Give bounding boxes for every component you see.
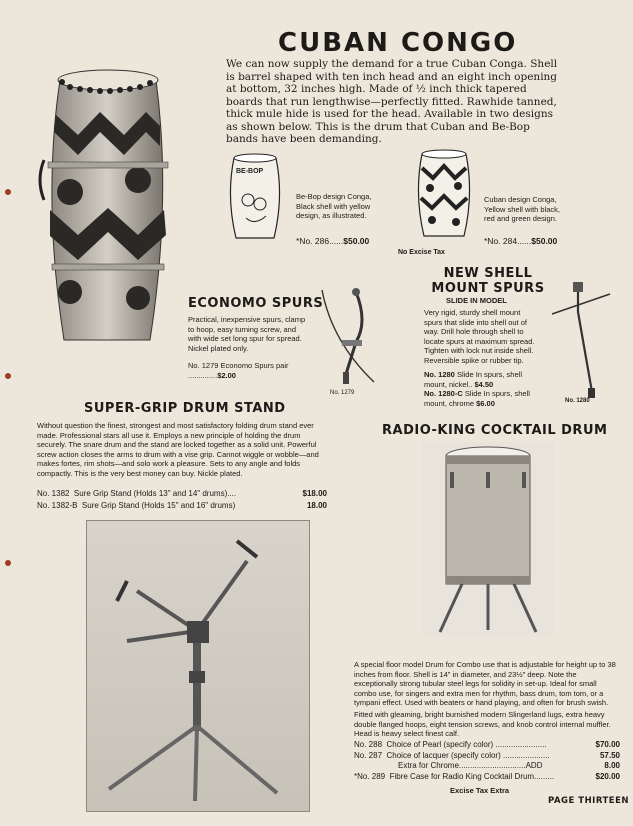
radioking-body-1: A special floor model Drum for Combo use that is adjustable for height up to 38 inches from floor. Shell is 14" in diameter, and 23½" deep. Note the exceptionally strong tubular steel legs for solidity in set-up. Ideal for small combo use, for singers and extra men for rhythm, bass drum, tom tom, or a tympani effect. Used with beaters or hand playing, and often for brush swish.	[354, 660, 616, 707]
supergrip-item-number: No. 1382-B	[37, 501, 78, 510]
newshell-item-number: No. 1280-C	[424, 389, 463, 398]
newshell-item-price: $4.50	[474, 379, 494, 389]
economo-item-number: No. 1279	[188, 361, 219, 370]
cuban-conga-drum-illustration	[38, 60, 178, 350]
radioking-item-price: $70.00	[595, 740, 620, 749]
cuban-caption: Cuban design Conga, Yellow shell with black, red and green design.	[484, 195, 561, 223]
radioking-item-desc: Fibre Case for Radio King Cocktail Drum.........	[389, 771, 555, 781]
supergrip-body: Without question the finest, strongest and most satisfactory folding drum stand ever made. Professional stars all use it. Employs a new principle of holding the drum securely. The snare drum and the stand are locked together as a solid unit. Powerful screw action closes the arms to drum with a vise grip. Cannot wiggle or wobble—and makes fortes, rim shots—and solo work a pleasure. Sets to any angle and folds compactly. This is the very best money can buy. Nickle plated.	[37, 421, 319, 478]
economo-figure-label: No. 1279	[330, 390, 355, 396]
supergrip-stand-photo	[86, 520, 310, 812]
radioking-item-price: 57.50	[599, 750, 620, 760]
newshell-heading-line2: MOUNT SPURS	[431, 281, 545, 296]
bebop-conga-illustration	[228, 152, 282, 242]
newshell-order-row	[424, 370, 542, 389]
newshell-order-list	[424, 370, 542, 408]
newshell-subheading: SLIDE IN MODEL	[446, 296, 507, 305]
radioking-item-number: No. 288	[354, 740, 383, 749]
radioking-heading: RADIO-KING COCKTAIL DRUM	[382, 423, 608, 438]
radioking-order-row	[354, 751, 620, 762]
economo-body: Practical, inexpensive spurs, clamp to hoop, easy turning screw, and with wide set long spur for spread. Nickel plated only.	[188, 315, 306, 353]
economo-price: $2.00	[217, 370, 236, 380]
supergrip-order-row	[37, 500, 327, 512]
page-title: CUBAN CONGO	[278, 28, 518, 58]
economo-order-line: No. 1279 Economo Spurs pair ..............$2.00	[188, 361, 289, 380]
newshell-heading	[428, 266, 548, 296]
supergrip-heading: SUPER-GRIP DRUM STAND	[84, 401, 286, 416]
newshell-body: Very rigid, sturdy shell mount spurs that slide into shell out of way. Drill hole through shell to locate spurs at maximum spread. Tighten with lock nut inside shell. Reversible spike or rubber tip.	[424, 308, 535, 365]
supergrip-item-price: $18.00	[302, 489, 327, 498]
radioking-body-2: Fitted with gleaming, bright burnished modern Slingerland lugs, extra heavy double flanged hoops, eight tension screws, and knob control internal muffler. Head is heavy select finest calf.	[354, 710, 611, 738]
newshell-heading-line1: NEW SHELL	[443, 266, 533, 281]
bebop-price: $50.00	[343, 236, 370, 246]
supergrip-item-desc: Sure Grip Stand (Holds 15" and 16" drums)	[81, 501, 236, 510]
supergrip-order-list	[37, 488, 327, 512]
radioking-drum-photo	[422, 442, 554, 636]
radioking-item-desc: Choice of lacquer (specify color) .....................	[386, 750, 550, 760]
supergrip-item-price: 18.00	[306, 501, 327, 510]
cuban-price-line: *No. 284......$50.00	[484, 236, 558, 246]
economo-heading: ECONOMO SPURS	[188, 296, 324, 311]
bebop-price-line: *No. 286......$50.00	[296, 236, 370, 246]
cocktail-drum-drawing	[422, 442, 554, 636]
radioking-item-number: No. 287	[354, 750, 383, 760]
supergrip-order-row	[37, 488, 327, 500]
newshell-item-desc: Slide In spurs, shell mount, chrome	[424, 389, 530, 408]
newshell-item-desc: Slide In spurs, shell mount, nickel..	[424, 370, 522, 389]
radioking-order-row	[354, 740, 620, 751]
radioking-item-price: 8.00	[604, 761, 620, 770]
radioking-order-row	[354, 772, 620, 783]
bebop-caption: Be-Bop design Conga, Black shell with yellow design, as illustrated.	[296, 192, 372, 220]
supergrip-item-number: No. 1382	[37, 489, 70, 498]
shell-mount-spur-illustration	[548, 280, 614, 400]
radioking-item-number: *No. 289	[354, 771, 386, 781]
excise-tax-note: Excise Tax Extra	[450, 786, 510, 795]
punch-hole-mark	[5, 560, 11, 566]
radioking-order-row	[354, 761, 620, 772]
economo-spur-illustration	[318, 282, 388, 390]
economo-item-name: Economo Spurs pair	[220, 361, 289, 370]
newshell-item-price: $6.00	[476, 398, 495, 408]
radioking-item-price: $20.00	[595, 771, 620, 781]
radioking-item-desc: Choice of Pearl (specify color) .......................	[386, 740, 547, 749]
bebop-logo-text: BE-BOP	[236, 168, 264, 175]
cuban-design-conga-illustration	[416, 148, 472, 240]
cuban-conga-intro: We can now supply the demand for a true Cuban Conga. Shell is barrel shaped with ten inch head and an eight inch opening at bottom, 32 inches high. Made of ½ inch thick tapered boards that run lengthwise—perfectly fitted. Rawhide tanned, thick mule hide is used for the head. Available in two designs as shown below. This is the drum that Cuban and Be-Bop bands have been demanding.	[226, 58, 558, 145]
supergrip-item-desc: Sure Grip Stand (Holds 13" and 14" drums)....	[73, 489, 237, 498]
no-excise-tax-note: No Excise Tax	[398, 249, 445, 256]
cuban-item-number: *No. 284	[484, 236, 518, 246]
drum-stand-drawing	[87, 521, 309, 811]
newshell-order-row	[424, 389, 542, 408]
radioking-item-desc: Extra for Chrome..............................ADD	[398, 761, 543, 770]
punch-hole-mark	[5, 189, 11, 195]
radioking-order-list	[354, 740, 620, 782]
cuban-price: $50.00	[531, 236, 558, 246]
punch-hole-mark	[5, 373, 11, 379]
newshell-figure-label: No. 1280	[565, 398, 590, 404]
newshell-item-number: No. 1280	[424, 370, 455, 379]
bebop-item-number: *No. 286	[296, 236, 330, 246]
page-number-label: PAGE THIRTEEN	[548, 796, 630, 806]
